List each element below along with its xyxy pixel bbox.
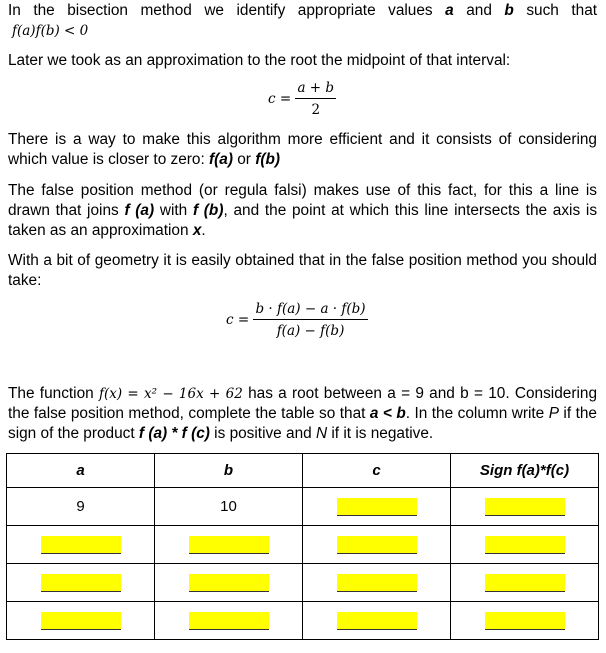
var-a: a: [445, 2, 454, 19]
formula1-fraction: [295, 80, 336, 118]
answer-blank[interactable]: [337, 612, 417, 630]
exercise-P: P: [548, 405, 559, 422]
answer-blank[interactable]: [41, 612, 121, 630]
answer-blank[interactable]: [485, 536, 565, 554]
cell-sign-2: [451, 526, 599, 564]
formula2-denominator: f(a) − f(b): [276, 323, 345, 339]
cell-b-2: [155, 526, 303, 564]
exercise-text6: if it is negative.: [331, 425, 434, 442]
cell-sign-1: [451, 488, 599, 526]
formula2-lhs: c =: [226, 312, 250, 328]
cell-c-4: [303, 602, 451, 640]
efficiency-or: or: [237, 151, 251, 168]
efficiency-paragraph: [8, 130, 597, 170]
efficiency-fb: f(b): [255, 151, 280, 168]
cell-a-1: 9: [7, 488, 155, 526]
answer-blank[interactable]: [41, 574, 121, 592]
fp-part1: The false position method (or regula falsi) makes use of this fact, for this a line is drawn that joins: [8, 182, 597, 219]
table-row: [7, 602, 599, 640]
answer-blank[interactable]: [189, 612, 269, 630]
efficiency-text: There is a way to make this algorithm more efficient and it consists of considering which value is closer to zero:: [8, 131, 597, 168]
answer-blank[interactable]: [337, 574, 417, 592]
geometry-sentence: With a bit of geometry it is easily obtained that in the false position method you should take:: [8, 252, 597, 289]
midpoint-sentence: Later we took as an approximation to the root the midpoint of that interval:: [8, 52, 511, 69]
fp-x: x: [192, 222, 202, 239]
efficiency-fa: f(a): [209, 151, 233, 168]
false-position-formula: [226, 301, 368, 339]
cell-sign-3: [451, 564, 599, 602]
answer-blank[interactable]: [337, 498, 417, 516]
exercise-text2: has a root between a = 9 and b = 10. Considering the false position method, complete the table so that: [8, 385, 598, 422]
table-row: [7, 564, 599, 602]
answer-blank[interactable]: [189, 536, 269, 554]
intro-text: In the bisection method we identify appropriate values: [8, 2, 433, 19]
table-row: [7, 488, 599, 526]
exercise-product: f (a) * f (c): [138, 425, 210, 442]
formula2-numerator: b · f(a) − a · f(b): [253, 301, 367, 320]
cell-a-4: [7, 602, 155, 640]
formula2-fraction: [253, 301, 367, 339]
answer-blank[interactable]: [189, 574, 269, 592]
cell-c-2: [303, 526, 451, 564]
cell-b-4: [155, 602, 303, 640]
intro-such-that: such that: [526, 2, 598, 19]
fp-fa: f (a): [124, 202, 155, 219]
cell-b-1: 10: [155, 488, 303, 526]
cell-c-3: [303, 564, 451, 602]
geometry-paragraph: [8, 251, 597, 291]
cell-a-3: [7, 564, 155, 602]
exercise-text3: . In the column write: [405, 405, 545, 422]
answer-blank[interactable]: [485, 612, 565, 630]
cell-sign-4: [451, 602, 599, 640]
false-position-paragraph: [8, 181, 597, 241]
header-b: b: [155, 454, 303, 488]
header-c: c: [303, 454, 451, 488]
exercise-N: N: [315, 425, 328, 442]
exercise-text4: if the sign of the product: [8, 405, 597, 442]
formula1-denominator: 2: [311, 102, 321, 118]
answer-table: [6, 453, 599, 640]
cell-b-3: [155, 564, 303, 602]
intro-and: and: [466, 2, 492, 19]
intro-paragraph: [8, 1, 597, 41]
intro-condition: f(a)f(b) < 0: [12, 23, 89, 39]
header-a: a: [7, 454, 155, 488]
fp-fb: f (b): [192, 202, 224, 219]
exercise-paragraph: [8, 384, 597, 444]
fp-end: .: [201, 222, 206, 239]
formula1-lhs: c =: [268, 91, 292, 107]
fp-with: with: [159, 202, 188, 219]
answer-blank[interactable]: [485, 574, 565, 592]
cell-c-1: [303, 488, 451, 526]
exercise-text5: is positive and: [214, 425, 312, 442]
midpoint-formula: [268, 80, 336, 118]
midpoint-paragraph: [8, 51, 597, 71]
formula1-numerator: a + b: [295, 80, 336, 99]
fp-part2: , and the point at which this line intersects the axis is taken as an approximation: [8, 202, 598, 239]
answer-blank[interactable]: [485, 498, 565, 516]
exercise-text1: The function: [8, 385, 94, 402]
exercise-function: f(x) = x² − 16x + 62: [98, 386, 243, 402]
answer-blank[interactable]: [337, 536, 417, 554]
cell-a-2: [7, 526, 155, 564]
table-row: [7, 526, 599, 564]
table-header-row: [7, 454, 599, 488]
var-b: b: [504, 2, 514, 19]
answer-blank[interactable]: [41, 536, 121, 554]
exercise-condition: a < b: [369, 405, 406, 422]
header-sign: Sign f(a)*f(c): [451, 454, 599, 488]
